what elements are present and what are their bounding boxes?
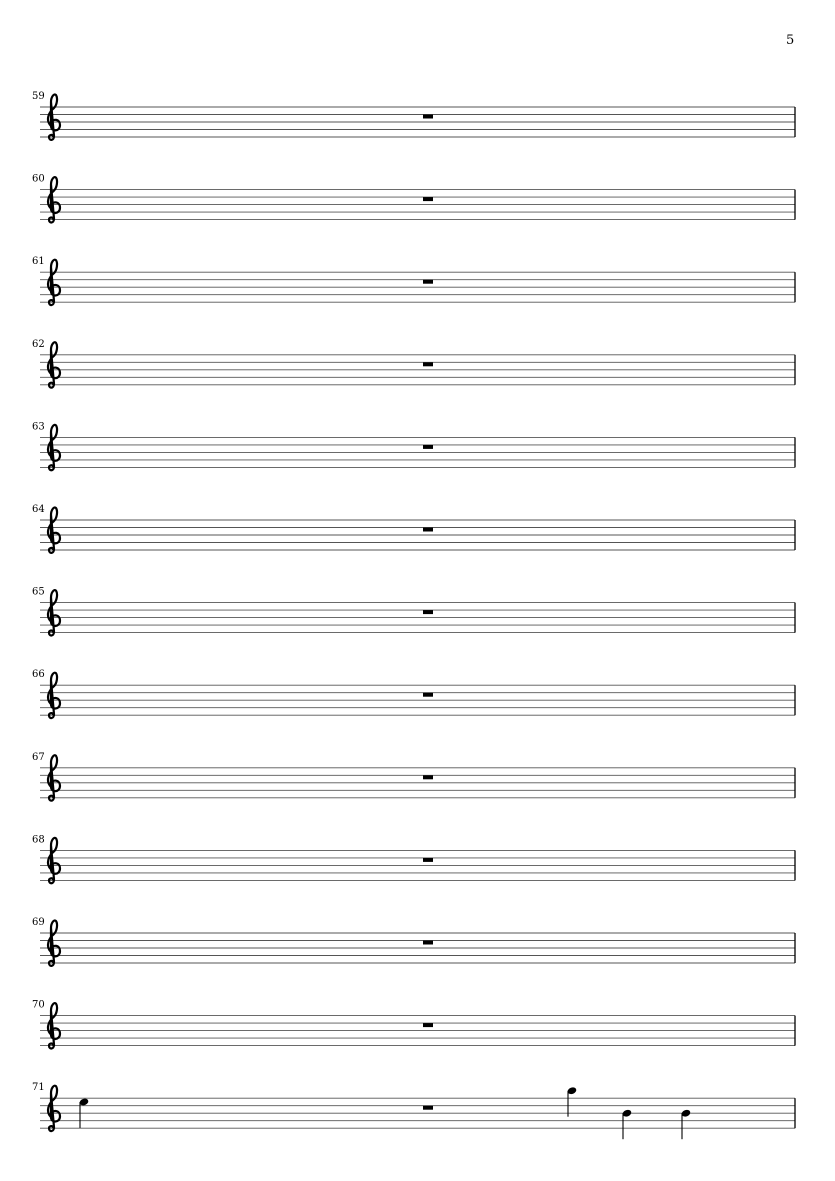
measure-number: 63: [32, 421, 45, 433]
treble-clef-icon: [48, 177, 60, 222]
measure-number: 60: [32, 173, 45, 185]
whole-rest: [423, 197, 433, 201]
measure-number: 69: [32, 917, 45, 928]
staff-system: [32, 752, 795, 801]
whole-rest: [423, 280, 433, 284]
staff-system: [32, 669, 795, 718]
half-rest: [423, 1106, 433, 1110]
measure-number: 68: [32, 834, 45, 846]
whole-rest: [423, 858, 433, 862]
staff-system: [32, 91, 795, 140]
staff-system: [32, 834, 795, 883]
staff-system: [32, 421, 795, 470]
whole-rest: [423, 1023, 433, 1027]
measure-number: 67: [32, 751, 45, 763]
page-number: 5: [786, 33, 795, 48]
staff-system: [32, 917, 795, 966]
treble-clef-icon: [48, 590, 60, 635]
treble-clef-icon: [48, 94, 60, 139]
whole-rest: [423, 775, 433, 779]
staff-system: [32, 1082, 795, 1139]
measure-number: 64: [32, 504, 45, 515]
treble-clef-icon: [48, 1086, 60, 1131]
measure-number: 66: [32, 669, 45, 681]
treble-clef-icon: [48, 755, 60, 800]
staff-system: [32, 174, 795, 223]
staff-system: [32, 339, 795, 388]
whole-rest: [423, 115, 433, 119]
measure-number: 65: [32, 586, 45, 598]
whole-rest: [423, 362, 433, 366]
treble-clef-icon: [48, 838, 60, 883]
treble-clef-icon: [48, 342, 60, 387]
treble-clef-icon: [48, 920, 60, 965]
staff-system: [32, 587, 795, 636]
treble-clef-icon: [48, 507, 60, 552]
treble-clef-icon: [48, 673, 60, 718]
whole-rest: [423, 941, 433, 945]
measure-number: 59: [32, 91, 45, 102]
measure-number: 71: [32, 1082, 45, 1094]
staff-system: [32, 256, 795, 305]
whole-rest: [423, 445, 433, 449]
staff-system: [32, 1000, 795, 1049]
whole-rest: [423, 610, 433, 614]
measure-number: 70: [32, 999, 45, 1011]
treble-clef-icon: [48, 425, 60, 470]
whole-rest: [423, 528, 433, 532]
treble-clef-icon: [48, 260, 60, 305]
measure-number: 61: [32, 256, 45, 268]
measure-number: 62: [32, 338, 45, 350]
staff-system: [32, 504, 795, 553]
treble-clef-icon: [48, 1003, 60, 1048]
whole-rest: [423, 693, 433, 697]
